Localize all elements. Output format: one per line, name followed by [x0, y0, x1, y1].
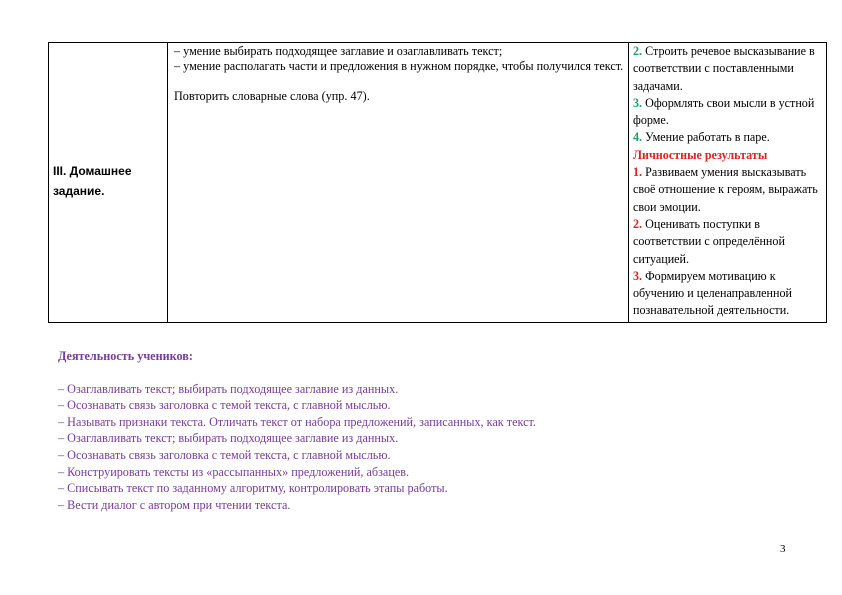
- activity-list: [58, 381, 758, 514]
- activity-title: Деятельность учеников:: [58, 349, 193, 363]
- table-row: [49, 43, 827, 323]
- result-text: Развиваем умения высказывать своё отношение к героям, выражать свои эмоции.: [633, 165, 818, 214]
- result-item: [633, 164, 823, 216]
- page-number: 3: [780, 543, 786, 555]
- student-activity-section: [58, 348, 758, 513]
- homework-text: Повторить словарные слова (упр. 47).: [174, 89, 370, 103]
- result-text: Формируем мотивацию к обучению и целенаправленной познавательной деятельности.: [633, 268, 792, 318]
- result-number: 1.: [633, 165, 643, 180]
- result-item: [633, 95, 823, 130]
- result-number: 3.: [633, 95, 643, 110]
- list-item: – Конструировать тексты из «рассыпанных» предложений, абзацев.: [58, 464, 410, 479]
- result-number: 3.: [633, 268, 643, 283]
- stage-cell: [49, 43, 168, 323]
- skill-line: – умение располагать части и предложения в нужном порядке, чтобы получился текст.: [174, 59, 624, 73]
- results-cell: [629, 43, 827, 323]
- list-item: – Списывать текст по заданному алгоритму, контролировать этапы работы.: [58, 481, 448, 496]
- stage-label: III. Домашнее задание.: [53, 163, 132, 198]
- result-number: 2.: [633, 216, 643, 231]
- result-text: Оценивать поступки в соответствии с определённой ситуацией.: [633, 216, 785, 266]
- result-text: Строить речевое высказывание в соответствии с поставленными задачами.: [633, 44, 815, 93]
- result-number: 2.: [633, 44, 643, 58]
- personal-results-heading: Личностные результаты: [633, 147, 768, 162]
- list-item: – Озаглавливать текст; выбирать подходящее заглавие из данных.: [58, 381, 399, 396]
- result-text: Умение работать в паре.: [645, 130, 770, 145]
- result-number: 4.: [633, 130, 643, 145]
- lesson-table: [48, 42, 827, 323]
- list-item: – Осознавать связь заголовка с темой текста, с главной мыслью.: [58, 398, 391, 413]
- skill-line: – умение выбирать подходящее заглавие и озаглавливать текст;: [174, 44, 503, 58]
- list-item: – Вести диалог с автором при чтении текста.: [58, 497, 291, 512]
- list-item: – Озаглавливать текст; выбирать подходящее заглавие из данных.: [58, 431, 399, 446]
- result-item: [633, 129, 823, 146]
- list-item: – Называть признаки текста. Отличать текст от набора предложений, записанных, как текст.: [58, 414, 536, 429]
- result-text: Оформлять свои мысли в устной форме.: [633, 95, 815, 128]
- result-item: [633, 43, 823, 95]
- content-cell: [168, 43, 629, 323]
- result-item: [633, 268, 823, 320]
- result-item: [633, 216, 823, 268]
- spacer: [174, 74, 624, 89]
- list-item: – Осознавать связь заголовка с темой текста, с главной мыслью.: [58, 447, 391, 462]
